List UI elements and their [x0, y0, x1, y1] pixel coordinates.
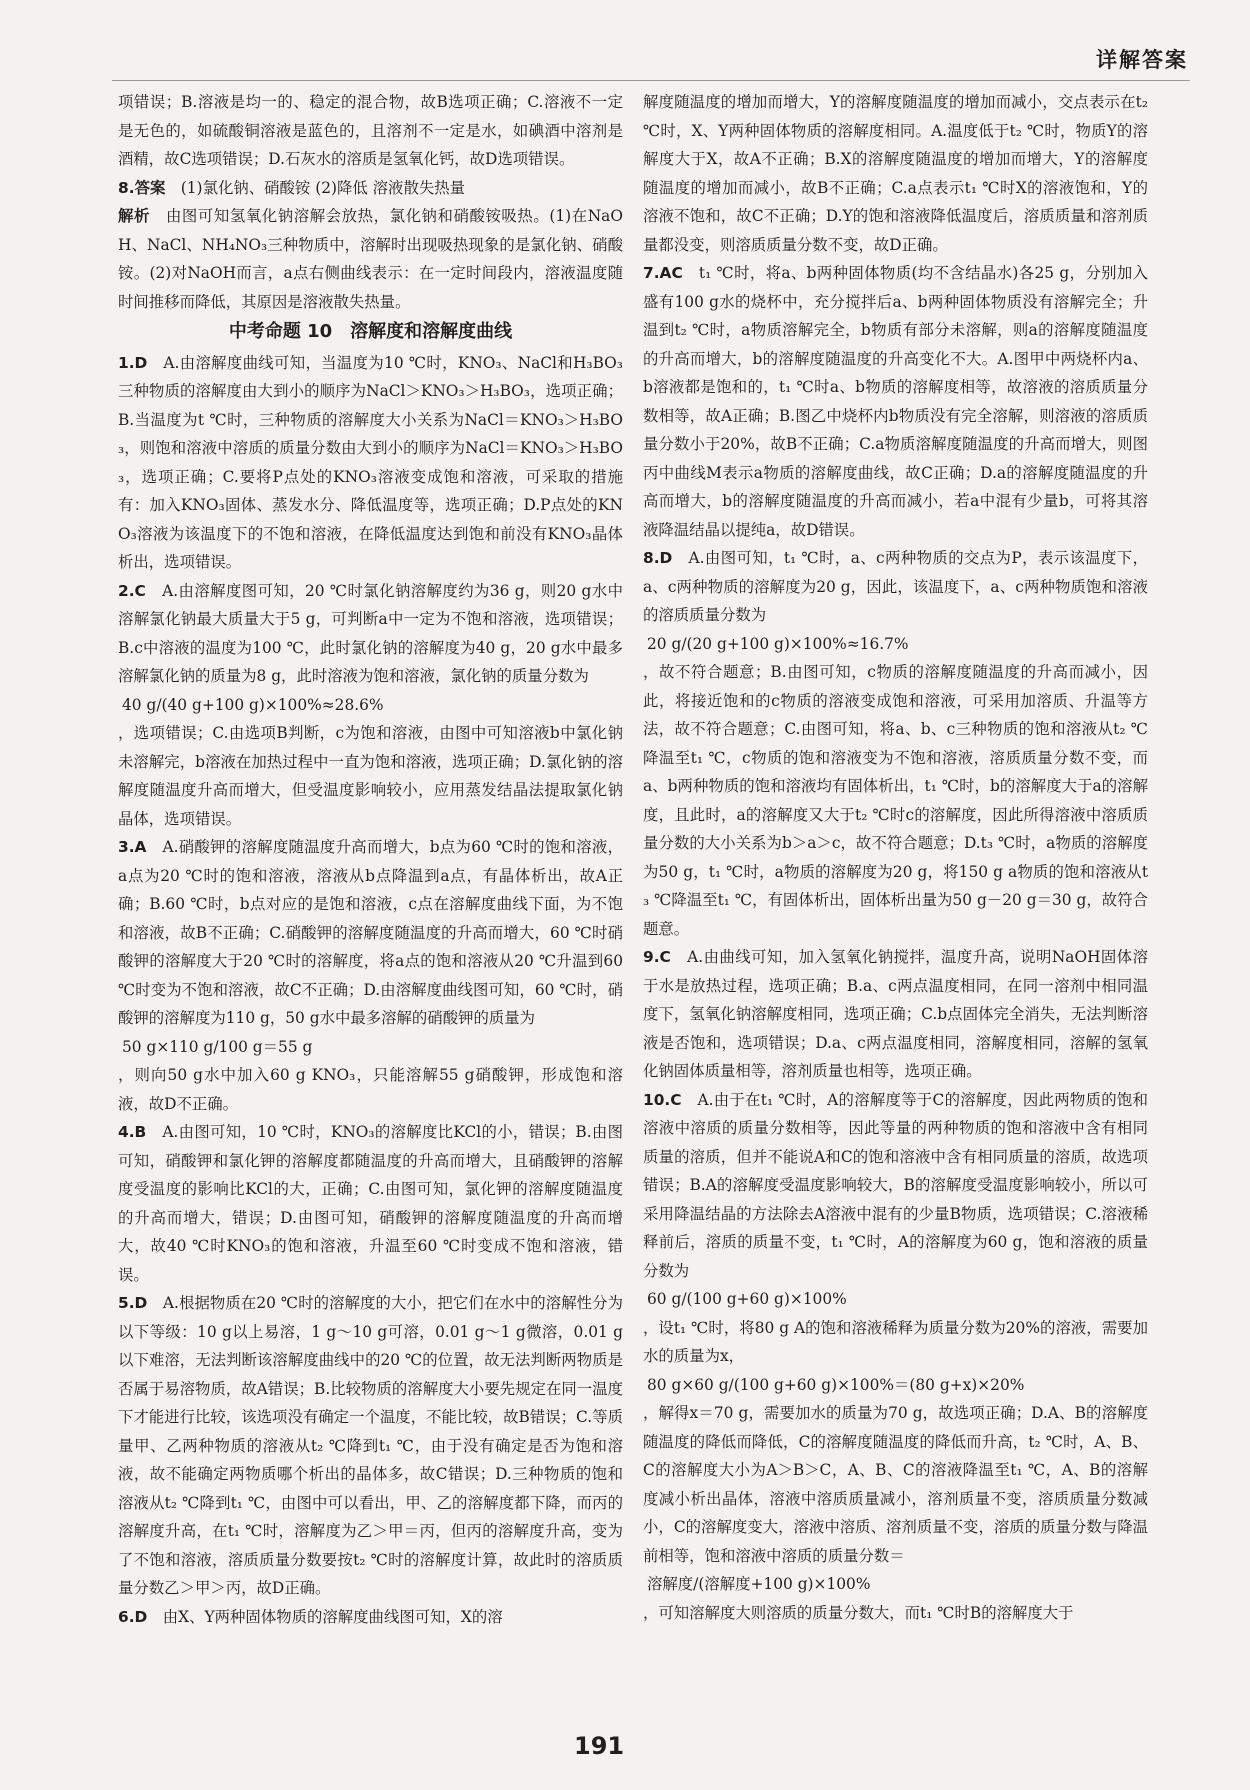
continued-text: 项错误；B.溶液是均一的、稳定的混合物，故B选项正确；C.溶液不一定是无色的，如硫酸铜溶液是蓝色的，且溶剂不一定是水，如碘酒中溶剂是酒精，故C选项错误；D.石灰水的溶质是氢氧化钙，故D选项错误。: [118, 93, 623, 168]
answer-item-9: [643, 943, 1148, 1086]
item-number: 5.D: [118, 1294, 148, 1312]
item-number: 8.D: [643, 549, 673, 567]
answer-item-10: [643, 1086, 1148, 1628]
item-text: A.由于在t₁ ℃时，A的溶解度等于C的溶解度，因此两物质的饱和溶液中溶质的质量分数相等，因此等量的两种物质的饱和溶液中含有相同质量的溶质，但并不能说A和C的饱和溶液中含有相同质量的溶质，故选项错误；B.A的溶解度受温度影响较大，B的溶解度受温度影响较小，所以可采用降温结晶的方法除去A溶液中混有的少量B物质，选项错误；C.溶液稀释前后，溶质的质量不变，t₁ ℃时，A的溶解度为60 g，饱和溶液的质量分数为: [643, 1090, 1148, 1280]
item-text-cont: ，则向50 g水中加入60 g KNO₃，只能溶解55 g硝酸钾，形成饱和溶液，故D不正确。: [118, 1066, 623, 1113]
item-text-cont: ，设t₁ ℃时，将80 g A的饱和溶液稀释为质量分数为20%的溶液，需要加水的质量为x，: [643, 1318, 1148, 1365]
item-number: 10.C: [643, 1090, 682, 1109]
header-divider: [112, 80, 1190, 81]
item-text: 解度随温度的增加而增大，Y的溶解度随温度的增加而减小，交点表示在t₂ ℃时，X、Y两种固体物质的溶解度相同。A.温度低于t₂ ℃时，物质Y的溶解度大于X，故A不正确；B.X的溶解度随温度的增加而增大，Y的溶解度随温度的增加而减小，故B不正确；C.a点表示t₁ ℃时X的溶液饱和，Y的溶液不饱和，故C不正确；D.Y的饱和溶液降低温度后，溶质质量和溶剂质量都没变，则溶质质量分数不变，故D正确。: [643, 93, 1148, 254]
item-number: 9.C: [643, 948, 671, 966]
item-text: t₁ ℃时，将a、b两种固体物质(均不含结晶水)各25 g，分别加入盛有100 g水的烧杯中，充分搅拌后a、b两种固体物质没有溶解完全；升温到t₂ ℃时，a物质溶解完全，b物质有部分未溶解，则a的溶解度随温度的升高而增大，b的溶解度随温度的升高变化不大。A.图甲中两烧杯内a、b溶液都是饱和的，t₁ ℃时a、b物质的溶解度相等，故溶液的溶质质量分数相等，故A正确；B.图乙中烧杯内b物质没有完全溶解，则溶液的溶质质量分数小于20%，故B不正确；C.a物质溶解度随温度的升高而增大，则图丙中曲线M表示a物质的溶解度曲线，故C正确；D.a的溶解度随温度的升高而增大，b的溶解度随温度的升高而减小，若a中混有少量b，可将其溶液降温结晶以提纯a，故D错误。: [643, 264, 1148, 539]
page-header-title: 详解答案: [1096, 48, 1188, 72]
analysis-text: 由图可知氢氧化钠溶解会放热，氯化钠和硝酸铵吸热。(1)在NaOH、NaCl、NH₄NO₃三种物质中，溶解时出现吸热现象的是氯化钠、硝酸铵。(2)对NaOH而言，a点右侧曲线表示：在一定时间段内，溶液温度随时间推移而降低，其原因是溶液散失热量。: [118, 207, 623, 311]
answer-item-6-cont: [643, 88, 1148, 259]
answer-item-1: [118, 349, 623, 577]
answer-item-7: [643, 259, 1148, 544]
item-number: 1.D: [118, 353, 148, 372]
answer-text: (1)氯化钠、硝酸铵 (2)降低 溶液散失热量: [180, 178, 466, 197]
item-text: A.由曲线可知，加入氢氧化钠搅拌，温度升高，说明NaOH固体溶于水是放热过程，选项正确；B.a、c两点温度相同，在同一溶剂中相同温度下，氢氧化钠溶解度相同，选项正确；C.b点固体完全消失，无法判断溶液是否饱和，选项错误；D.a、c两点温度相同，溶解度相同，溶解的氢氧化钠固体质量相等，溶剂质量也相等，选项正确。: [643, 948, 1148, 1080]
item-text: 由X、Y两种固体物质的溶解度曲线图可知，X的溶: [162, 1607, 503, 1626]
left-column: [118, 88, 623, 1631]
answer-item-4: [118, 1118, 623, 1289]
item-text-cont: ，解得x＝70 g，需要加水的质量为70 g，故选项正确；D.A、B的溶解度随温度的降低而降低，C的溶解度随温度的降低而升高，t₂ ℃时，A、B、C的溶解度大小为A＞B＞C，A、B、C的溶液降温至t₁ ℃，A、B的溶解度减小析出晶体，溶液中溶质质量减小，溶剂质量不变，溶质质量分数减小，C的溶解度变大，溶液中溶质、溶剂质量不变，溶质的质量分数与降温前相等，饱和溶液中溶质的质量分数＝: [643, 1404, 1148, 1565]
item-text: A.根据物质在20 ℃时的溶解度的大小，把它们在水中的溶解性分为以下等级：10 g以上易溶，1 g～10 g可溶，0.01 g～1 g微溶，0.01 g以下难溶，无法判断该溶解度曲线中的20 ℃的位置，故无法判断两物质是否属于易溶物质，故A错误；B.比较物质的溶解度大小要先规定在同一温度下才能进行比较，该选项没有确定一个温度，不能比较，故B错误；C.等质量甲、乙两种物质的溶液从t₂ ℃降到t₁ ℃，由于没有确定是否为饱和溶液，故不能确定两物质哪个析出的晶体多，故C错误；D.三种物质的饱和溶液从t₂ ℃降到t₁ ℃，由图中可以看出，甲、乙的溶解度都下降，而丙的溶解度升高，在t₁ ℃时，溶解度为乙＞甲＝丙，但丙的溶解度升高，变为了不饱和溶液，溶质质量分数要按t₂ ℃时的溶解度计算，故此时的溶质质量分数乙＞甲＞丙，故D正确。: [118, 1294, 623, 1597]
fraction-formula: 溶解度/(溶解度+100 g)×100%: [647, 1575, 871, 1593]
item-text: A.由图可知，t₁ ℃时，a、c两种物质的交点为P，表示该温度下，a、c两种物质的溶解度为20 g，因此，该温度下，a、c两种物质饱和溶液的溶质质量分数为: [643, 549, 1148, 624]
section-title: 中考命题 10 溶解度和溶解度曲线: [228, 321, 513, 342]
item-text: A.由图可知，10 ℃时，KNO₃的溶解度比KCl的小，错误；B.由图可知，硝酸钾和氯化钾的溶解度都随温度的升高而增大，且硝酸钾的溶解度受温度的影响比KCl的大，正确；C.由图可知，氯化钾的溶解度随温度的升高而增大，错误；D.由图可知，硝酸钾的溶解度随温度的升高而增大，故40 ℃时KNO₃的饱和溶液，升温至60 ℃时变成不饱和溶液，错误。: [118, 1123, 623, 1284]
fraction-formula: 40 g/(40 g+100 g)×100%≈28.6%: [122, 695, 384, 714]
fraction-formula: 50 g×110 g/100 g＝55 g: [122, 1037, 313, 1056]
answer-label: 答案: [134, 178, 166, 197]
item-number: 8.: [118, 178, 135, 197]
right-column: [643, 88, 1148, 1627]
answer-item-2: [118, 577, 623, 834]
analysis-label: 解析: [118, 207, 150, 225]
answer-item-5: [118, 1289, 623, 1603]
continued-answer: [118, 88, 623, 174]
item-text: A.硝酸钾的溶解度随温度升高而增大，b点为60 ℃时的饱和溶液，a点为20 ℃时的饱和溶液，溶液从b点降温到a点，有晶体析出，故A正确；B.60 ℃时，b点对应的是饱和溶液，c点在溶解度曲线下面，为不饱和溶液，故B不正确；C.硝酸钾的溶解度随温度的升高而增大，60 ℃时硝酸钾的溶解度大于20 ℃时的溶解度，将a点的饱和溶液从20 ℃升温到60 ℃时变为不饱和溶液，故C不正确；D.由溶解度曲线图可知，60 ℃时，硝酸钾的溶解度为110 g，50 g水中最多溶解的硝酸钾的质量为: [118, 838, 623, 1027]
item-number: 2.C: [118, 581, 146, 600]
fraction-formula: 80 g×60 g/(100 g+60 g)×100%＝(80 g+x)×20%: [647, 1375, 1025, 1394]
page-number: 191: [574, 1732, 625, 1760]
item-number: 3.A: [118, 838, 147, 856]
answer-item-3: [118, 833, 623, 1118]
fraction-formula: 20 g/(20 g+100 g)×100%≈16.7%: [647, 634, 909, 653]
item-number: 6.D: [118, 1607, 148, 1626]
fraction-formula: 60 g/(100 g+60 g)×100%: [647, 1290, 847, 1308]
item-number: 4.B: [118, 1123, 147, 1141]
item-text: A.由溶解度曲线可知，当温度为10 ℃时，KNO₃、NaCl和H₃BO₃三种物质的溶解度由大到小的顺序为NaCl＞KNO₃＞H₃BO₃，选项正确；B.当温度为t ℃时，三种物质的溶解度大小关系为NaCl＝KNO₃＞H₃BO₃，则饱和溶液中溶质的质量分数由大到小的顺序为NaCl＝KNO₃＞H₃BO₃，选项正确；C.要将P点处的KNO₃溶液变成饱和溶液，可采取的措施有：加入KNO₃固体、蒸发水分、降低温度等，选项正确；D.P点处的KNO₃溶液为该温度下的不饱和溶液，在降低温度达到饱和前没有KNO₃晶体析出，选项错误。: [118, 353, 623, 571]
item-text-cont: ，可知溶解度大则溶质的质量分数大，而t₁ ℃时B的溶解度大于: [643, 1603, 1074, 1622]
answer-item-8: [118, 174, 623, 317]
answer-item-8: [643, 544, 1148, 943]
item-text: A.由溶解度图可知，20 ℃时氯化钠溶解度约为36 g，则20 g水中溶解氯化钠最大质量大于5 g，可判断a中一定为不饱和溶液，选项错误；B.c中溶液的温度为100 ℃，此时氯化钠的溶解度为40 g，20 g水中最多溶解氯化钠的质量为8 g，此时溶液为饱和溶液，氯化钠的质量分数为: [118, 581, 623, 685]
item-number: 7.AC: [643, 264, 683, 282]
item-text-cont: ，选项错误；C.由选项B判断，c为饱和溶液，由图中可知溶液b中氯化钠未溶解完，b溶液在加热过程中一直为饱和溶液，选项正确；D.氯化钠的溶解度随温度升高而增大，但受温度影响较小，应用蒸发结晶法提取氯化钠晶体，选项错误。: [118, 724, 623, 828]
answer-item-6-start: [118, 1603, 623, 1632]
item-text-cont: ，故不符合题意；B.由图可知，c物质的溶解度随温度的升高而减小，因此，将接近饱和的c物质的溶液变成饱和溶液，可采用加溶质、升温等方法，故不符合题意；C.由图可知，将a、b、c三种物质的饱和溶液从t₂ ℃降温至t₁ ℃，c物质的饱和溶液变为不饱和溶液，溶质质量分数不变，而a、b两种物质的饱和溶液均有固体析出，t₁ ℃时，b的溶解度大于a的溶解度，且此时，a的溶解度又大于t₂ ℃时c的溶解度，因此所得溶液中溶质质量分数的大小关系为b＞a＞c，故不符合题意；D.t₃ ℃时，a物质的溶解度为50 g，t₁ ℃时，a物质的溶解度为20 g，将150 g a物质的饱和溶液从t₃ ℃降温至t₁ ℃，有固体析出，固体析出量为50 g－20 g＝30 g，故符合题意。: [643, 663, 1148, 938]
